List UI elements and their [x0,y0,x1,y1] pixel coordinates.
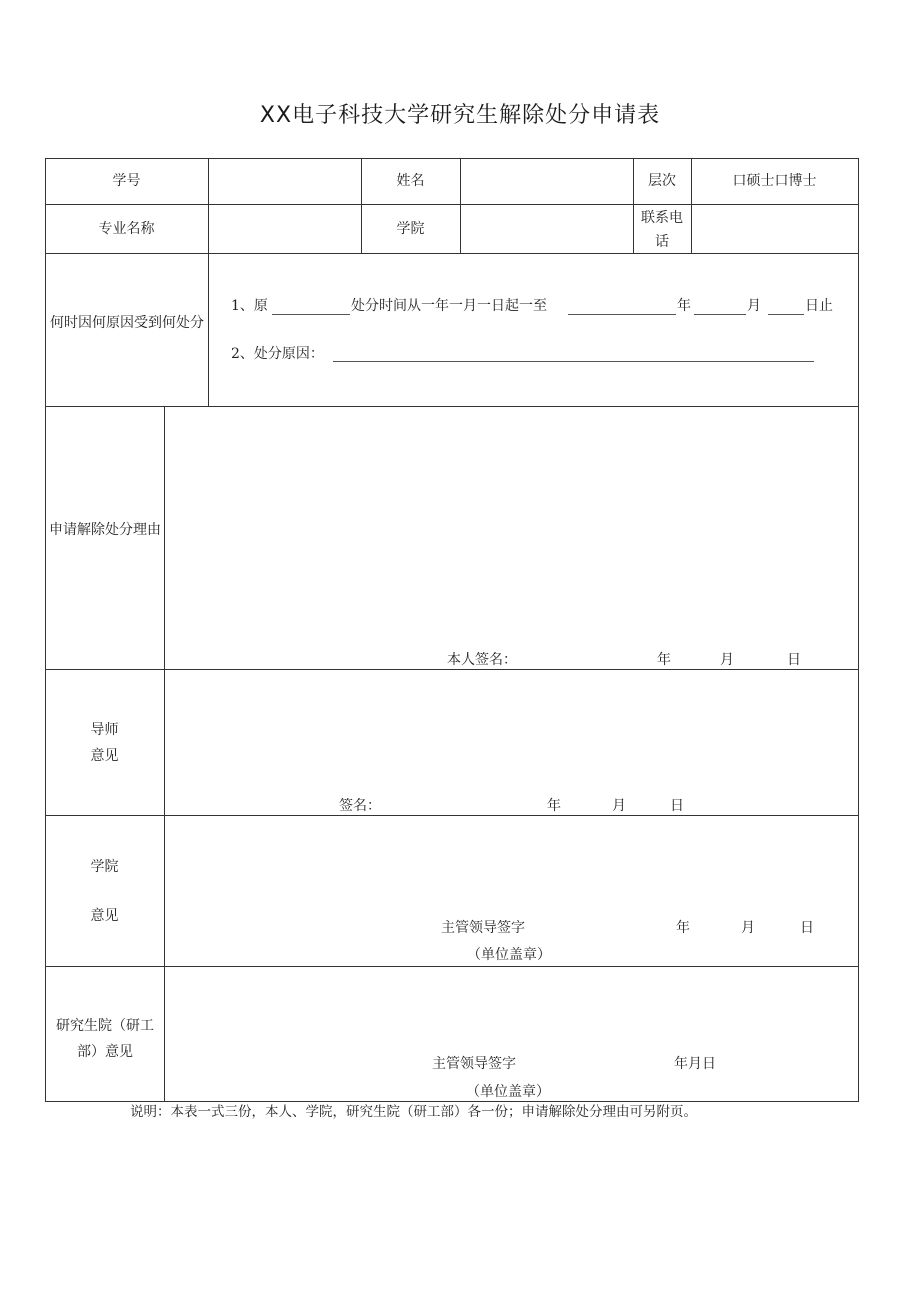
graduate-signature-label: 主管领导签字 [432,1056,516,1072]
punishment-line1-prefix: 1、原 [231,298,268,314]
punishment-reason-blank[interactable] [333,361,814,362]
reason-label: 申请解除处分理由 [49,522,161,538]
college-day: 日 [800,920,814,936]
student-id-label: 学号 [112,173,141,189]
phone-label-line2: 话 [655,234,669,250]
advisor-month: 月 [612,798,626,814]
punishment-line1-mid: 处分时间从一年一月一日起一至 [351,298,547,314]
punishment-month: 月 [747,298,761,314]
college-label: 学院 [396,221,425,237]
major-field[interactable] [209,205,360,253]
name-label: 姓名 [396,173,425,189]
phone-field[interactable] [692,205,858,253]
college-opinion-label-line1: 学院 [90,859,119,875]
graduate-school-label: 研究生院（研工部）意见 [56,1018,154,1060]
reason-text-area[interactable] [166,408,856,643]
college-field[interactable] [461,205,632,253]
advisor-year: 年 [547,798,561,814]
punishment-type-blank[interactable] [272,314,350,315]
end-day-blank[interactable] [768,314,804,315]
graduate-seal-note: （单位盖章） [466,1084,550,1100]
level-options[interactable]: 口硕士口博士 [732,173,817,189]
phone-label-line1: 联系电 [641,210,683,226]
college-seal-note: （单位盖章） [467,947,551,963]
page-title: XX电子科技大学研究生解除处分申请表 [259,103,661,128]
college-opinion-label-line2: 意见 [90,908,119,924]
reason-day: 日 [787,652,801,668]
reason-month: 月 [720,652,734,668]
name-field[interactable] [461,159,632,204]
end-year-blank[interactable] [568,314,676,315]
advisor-signature-label: 签名： [339,798,381,814]
footnote: 说明：本表一式三份，本人、学院，研究生院（研工部）各一份；申请解除处分理由可另附页。 [130,1104,697,1120]
college-month: 月 [741,920,755,936]
punishment-reason-prefix: 2、处分原因： [231,346,324,362]
college-opinion-text-area[interactable] [166,817,856,912]
reason-signature-label: 本人签名： [447,652,517,668]
advisor-text-area[interactable] [166,671,856,789]
advisor-day: 日 [670,798,684,814]
punishment-year: 年 [677,298,691,314]
college-signature-label: 主管领导签字 [441,920,525,936]
punishment-label: 何时因何原因受到何处分 [50,315,204,331]
punishment-day-end: 日止 [805,298,833,314]
college-year: 年 [676,920,690,936]
advisor-label-line1: 导师 [90,722,119,738]
graduate-school-text-area[interactable] [166,968,856,1046]
student-id-field[interactable] [209,159,360,204]
graduate-date: 年月日 [674,1056,716,1072]
end-month-blank[interactable] [694,314,746,315]
level-label: 层次 [648,173,676,189]
major-label: 专业名称 [98,221,155,237]
advisor-label-line2: 意见 [90,748,119,764]
reason-year: 年 [657,652,671,668]
